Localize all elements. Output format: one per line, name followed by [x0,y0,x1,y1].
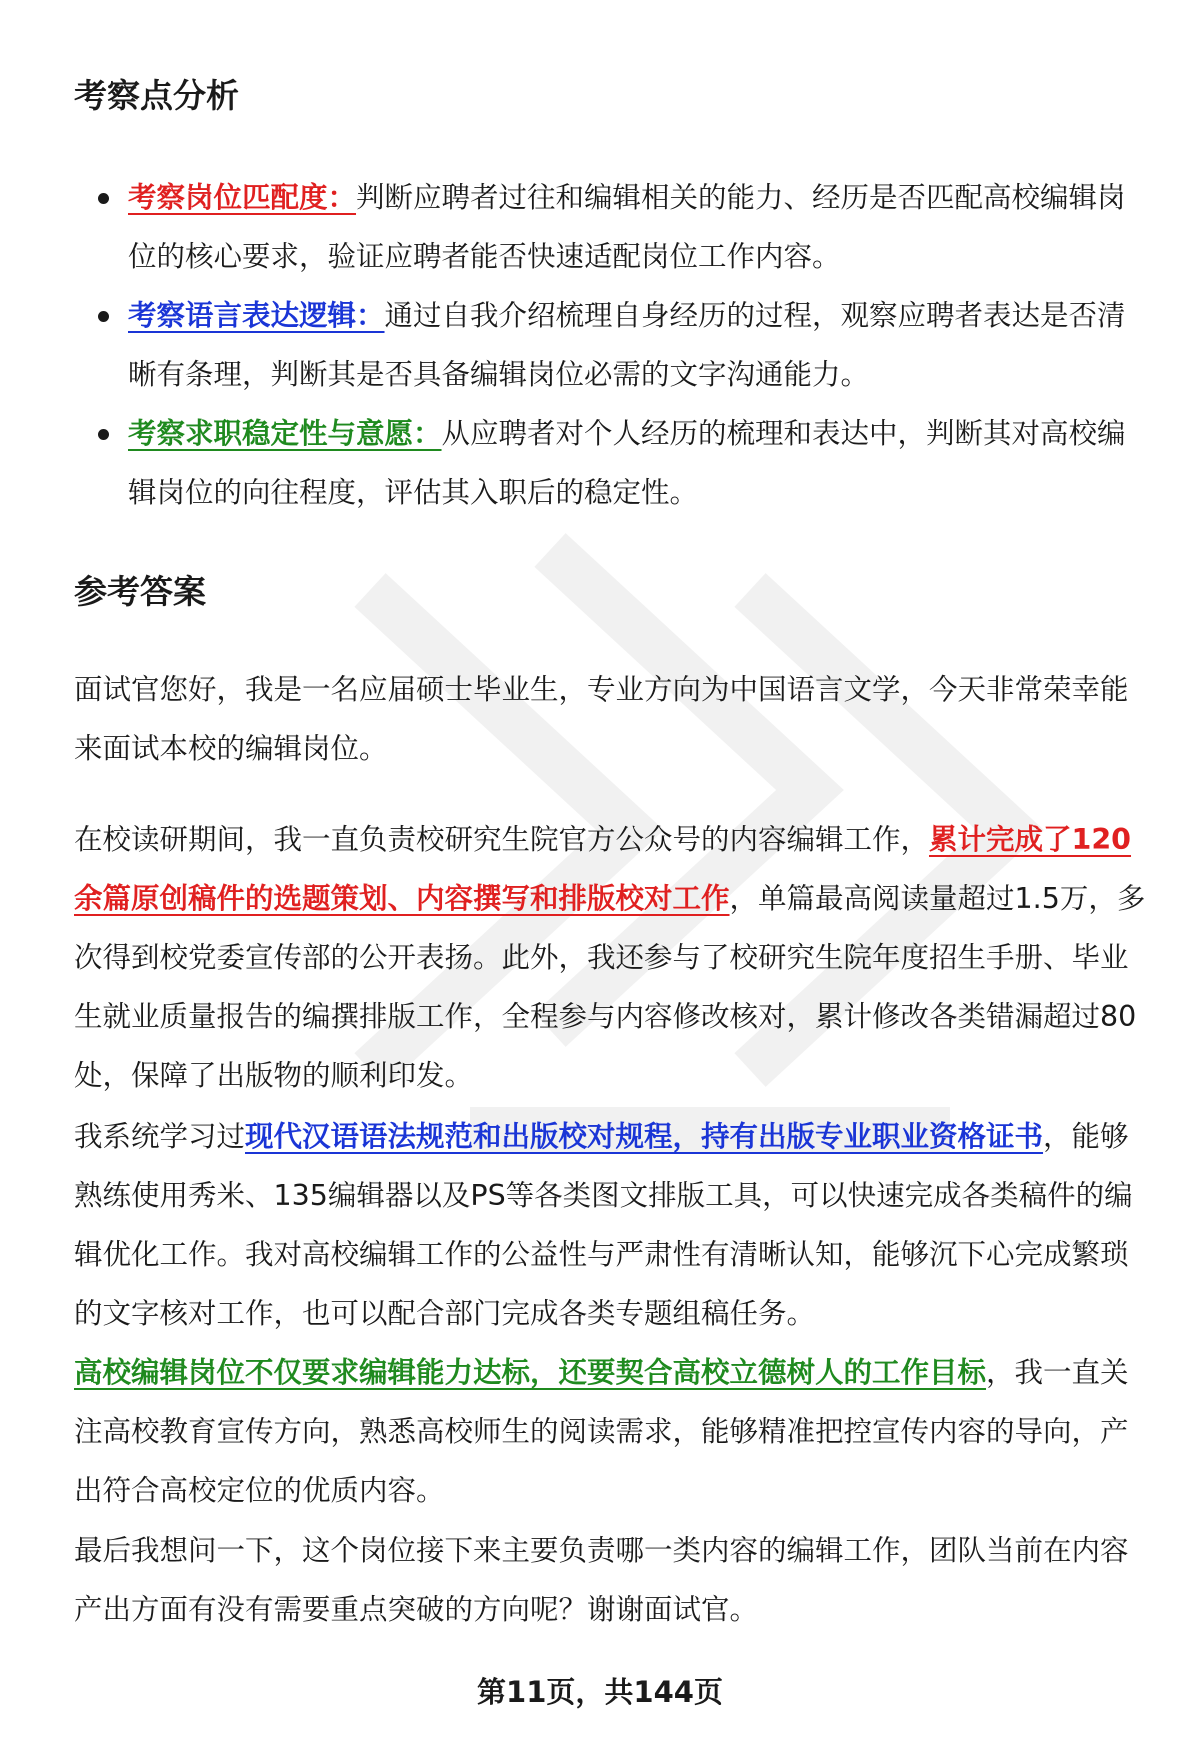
analysis-point-list [74,168,1144,522]
paragraph-text: 我系统学习过 [74,1120,246,1153]
bullet-dot-icon [98,429,109,440]
bullet-dot-icon [98,193,109,204]
paragraph-text: ，能够熟练使用秀米、135编辑器以及PS等各类图文排版工具，可以快速完成各类稿件的编辑优化工作。我对高校编辑工作的公益性与严肃性有清晰认知，能够沉下心完成繁琐的文字核对工作，也可以配合部门完成各类专题组稿任务。 [74,1120,1133,1330]
answer-paragraph-experience [74,810,1154,1105]
point-keyword: 考察语言表达逻辑： [128,299,385,332]
answer-paragraph-intro: 面试官您好，我是一名应届硕士毕业生，专业方向为中国语言文学，今天非常荣幸能来面试本校的编辑岗位。 [74,673,1129,765]
answer-paragraph-skills [74,1107,1154,1343]
point-text: 通过自我介绍梳理自身经历的过程，观察应聘者表达是否清晰有条理，判断其是否具备编辑岗位必需的文字沟通能力。 [128,299,1126,391]
paragraph-text: 在校读研期间，我一直负责校研究生院官方公众号的内容编辑工作， [74,823,930,856]
paragraph-text: ，我一直关注高校教育宣传方向，熟悉高校师生的阅读需求，能够精准把控宣传内容的导向，产出符合高校定位的优质内容。 [74,1356,1129,1507]
highlight-text: 高校编辑岗位不仅要求编辑能力达标，还要契合高校立德树人的工作目标 [74,1356,987,1389]
point-keyword: 考察岗位匹配度： [128,181,357,214]
point-keyword: 考察求职稳定性与意愿： [128,417,442,450]
analysis-point [74,404,1144,522]
section-title-answer: 参考答案 [74,572,206,611]
point-text: 从应聘者对个人经历的梳理和表达中，判断其对高校编辑岗位的向往程度，评估其入职后的稳定性。 [128,417,1126,509]
point-text: 判断应聘者过往和编辑相关的能力、经历是否匹配高校编辑岗位的核心要求，验证应聘者能否快速适配岗位工作内容。 [128,181,1126,273]
analysis-point [74,168,1144,286]
section-title-analysis: 考察点分析 [74,76,239,115]
page-number: 第11页，共144页 [477,1675,723,1709]
highlight-text: 现代汉语语法规范和出版校对规程，持有出版专业职业资格证书 [245,1120,1044,1153]
paragraph-text: ，单篇最高阅读量超过1.5万，多次得到校党委宣传部的公开表扬。此外，我还参与了校研究生院年度招生手册、毕业生就业质量报告的编撰排版工作，全程参与内容修改核对，累计修改各类错漏超过80处，保障了出版物的顺利印发。 [74,882,1146,1092]
analysis-point [74,286,1144,404]
bullet-dot-icon [98,311,109,322]
highlight-text: 累计完成了120余篇原创稿件的选题策划、内容撰写和排版校对工作 [74,823,1132,915]
answer-paragraph-motivation [74,1343,1154,1520]
answer-paragraph-closing: 最后我想问一下，这个岗位接下来主要负责哪一类内容的编辑工作，团队当前在内容产出方面有没有需要重点突破的方向呢？谢谢面试官。 [74,1534,1129,1626]
